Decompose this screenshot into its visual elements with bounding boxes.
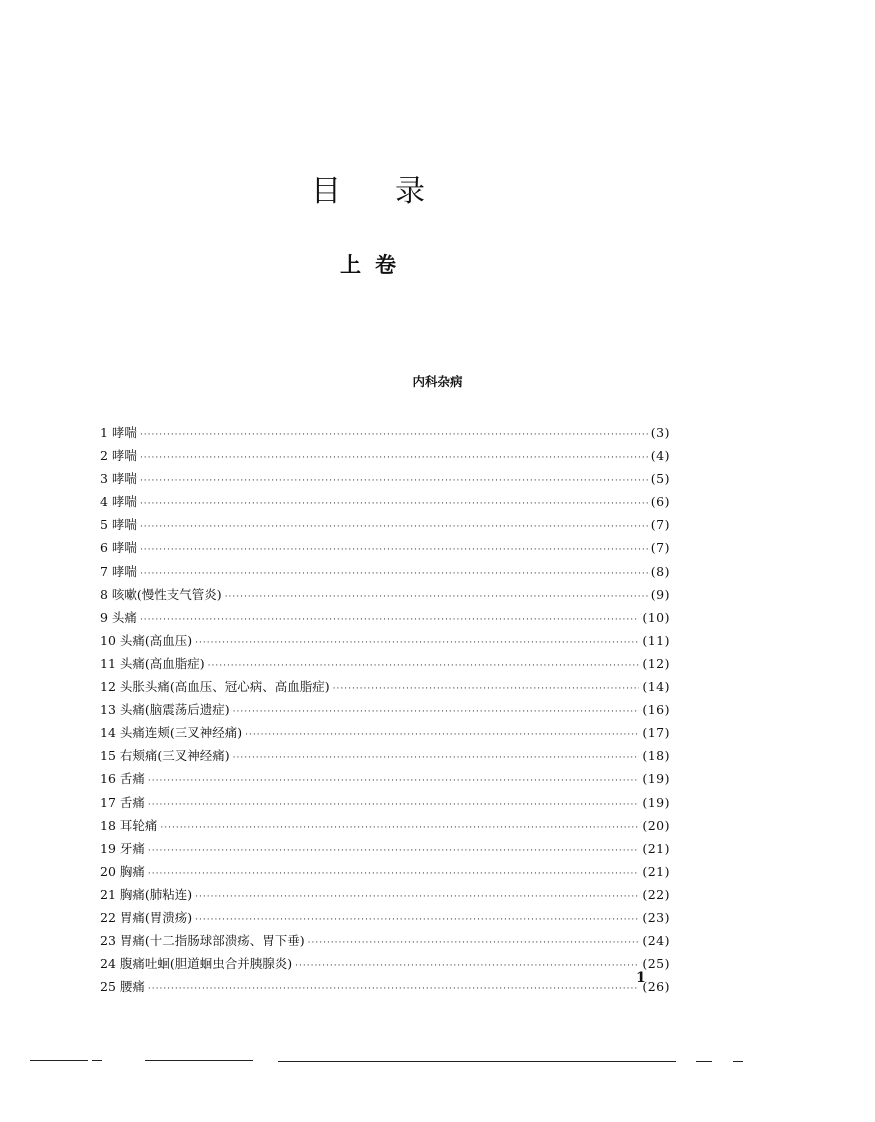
- toc-entry-page: (21): [642, 863, 670, 879]
- toc-entry-label: 1 哮喘: [100, 425, 137, 440]
- toc-entry-label: 19 牙痛: [100, 840, 145, 856]
- toc-entry-label: 11 头痛(高血脂症): [100, 655, 205, 671]
- toc-entry-page: (6): [650, 494, 670, 510]
- dot-leader: [245, 724, 639, 747]
- toc-entry-page: (3): [650, 425, 670, 440]
- dot-leader: [233, 701, 640, 724]
- dot-leader: [140, 470, 648, 493]
- toc-entry-label: 13 头痛(脑震荡后遗症): [100, 702, 230, 718]
- toc-entry-page: (10): [642, 609, 670, 625]
- toc-entry: [100, 629, 670, 652]
- toc-entry: [100, 791, 670, 814]
- toc-title: [311, 172, 431, 212]
- footer-rule-segment: [92, 1060, 102, 1061]
- toc-entry-label: 18 耳轮痛: [100, 817, 158, 833]
- toc-entry-page: (9): [650, 586, 670, 602]
- toc-list: [100, 421, 670, 998]
- dot-leader: [148, 863, 639, 886]
- toc-title-char-2: 录: [395, 174, 425, 209]
- dot-leader: [148, 840, 639, 863]
- dot-leader: [140, 609, 639, 632]
- toc-entry-label: 10 头痛(高血压): [100, 632, 193, 648]
- toc-entry-label: 25 腰痛: [100, 979, 145, 995]
- toc-entry-page: (22): [642, 886, 670, 902]
- toc-entry-page: (8): [650, 563, 670, 579]
- toc-entry-label: 14 头痛连颊(三叉神经痛): [100, 725, 243, 741]
- toc-entry-page: (18): [642, 748, 670, 764]
- toc-entry-label: 15 右颊痛(三叉神经痛): [100, 748, 230, 764]
- footer-rule-segment: [733, 1061, 743, 1062]
- toc-entry-label: 5 哮喘: [100, 517, 137, 533]
- toc-entry-page: (11): [642, 632, 670, 648]
- toc-entry-page: (23): [642, 909, 670, 925]
- dot-leader: [148, 770, 639, 793]
- toc-entry: [100, 513, 670, 536]
- footer-rule-segment: [30, 1060, 88, 1061]
- toc-entry-page: (26): [642, 979, 670, 995]
- dot-leader: [295, 955, 639, 978]
- toc-entry-label: 6 哮喘: [100, 540, 137, 556]
- dot-leader: [233, 747, 640, 770]
- toc-entry: [100, 767, 670, 790]
- toc-entry: [100, 744, 670, 767]
- toc-entry-page: (4): [650, 448, 670, 464]
- dot-leader: [140, 516, 648, 539]
- toc-entry-label: 3 哮喘: [100, 471, 137, 487]
- toc-entry: [100, 698, 670, 721]
- toc-entry: [100, 444, 670, 467]
- dot-leader: [140, 424, 648, 447]
- toc-entry-page: (25): [642, 956, 670, 972]
- toc-entry-page: (24): [642, 933, 670, 949]
- toc-entry-label: 7 哮喘: [100, 563, 137, 579]
- dot-leader: [140, 539, 648, 562]
- page-number: 1: [636, 970, 646, 986]
- toc-entry-label: 24 腹痛吐蛔(胆道蛔虫合并胰腺炎): [100, 956, 293, 972]
- volume-heading: 上卷: [340, 252, 410, 277]
- footer-rule-segment: [278, 1061, 676, 1062]
- footer-rule-segment: [696, 1061, 712, 1062]
- toc-entry-label: 4 哮喘: [100, 494, 137, 510]
- toc-entry: [100, 421, 670, 444]
- section-heading: 内科杂病: [412, 374, 463, 389]
- toc-entry: [100, 467, 670, 490]
- toc-entry: [100, 975, 670, 998]
- toc-entry: [100, 675, 670, 698]
- toc-entry: [100, 814, 670, 837]
- toc-entry-page: (14): [642, 679, 670, 695]
- dot-leader: [333, 678, 640, 701]
- toc-entry-page: (21): [642, 840, 670, 856]
- toc-entry-label: 22 胃痛(胃溃疡): [100, 909, 193, 925]
- dot-leader: [195, 632, 639, 655]
- dot-leader: [160, 817, 639, 840]
- toc-entry-page: (7): [650, 540, 670, 556]
- toc-entry-page: (17): [642, 725, 670, 741]
- toc-entry: [100, 837, 670, 860]
- toc-title-char-1: 目: [311, 174, 341, 209]
- toc-entry-page: (5): [650, 471, 670, 487]
- toc-entry-label: 12 头胀头痛(高血压、冠心病、高血脂症): [100, 679, 330, 695]
- toc-entry-label: 20 胸痛: [100, 863, 145, 879]
- toc-entry-page: (19): [642, 794, 670, 810]
- toc-entry: [100, 560, 670, 583]
- dot-leader: [308, 932, 640, 955]
- toc-entry-label: 8 咳嗽(慢性支气管炎): [100, 586, 222, 602]
- toc-entry: [100, 906, 670, 929]
- toc-entry-page: (20): [642, 817, 670, 833]
- toc-entry-label: 17 舌痛: [100, 794, 145, 810]
- footer-rule-segment: [145, 1060, 253, 1061]
- toc-entry-label: 23 胃痛(十二指肠球部溃疡、胃下垂): [100, 933, 305, 949]
- toc-entry-label: 2 哮喘: [100, 448, 137, 464]
- toc-entry: [100, 536, 670, 559]
- toc-entry: [100, 883, 670, 906]
- toc-entry: [100, 721, 670, 744]
- toc-entry-label: 16 舌痛: [100, 771, 145, 787]
- toc-entry: [100, 929, 670, 952]
- toc-entry-page: (16): [642, 702, 670, 718]
- toc-entry: [100, 490, 670, 513]
- toc-entry-page: (12): [642, 655, 670, 671]
- toc-entry: [100, 652, 670, 675]
- toc-entry: [100, 952, 670, 975]
- dot-leader: [140, 493, 648, 516]
- toc-entry-page: (19): [642, 771, 670, 787]
- toc-entry: [100, 583, 670, 606]
- dot-leader: [148, 794, 639, 817]
- toc-entry-label: 21 胸痛(肺粘连): [100, 886, 193, 902]
- toc-entry-page: (7): [650, 517, 670, 533]
- toc-entry: [100, 606, 670, 629]
- dot-leader: [195, 886, 639, 909]
- dot-leader: [225, 586, 648, 609]
- toc-entry-label: 9 头痛: [100, 609, 137, 625]
- dot-leader: [140, 447, 648, 470]
- dot-leader: [148, 978, 639, 1001]
- toc-entry: [100, 860, 670, 883]
